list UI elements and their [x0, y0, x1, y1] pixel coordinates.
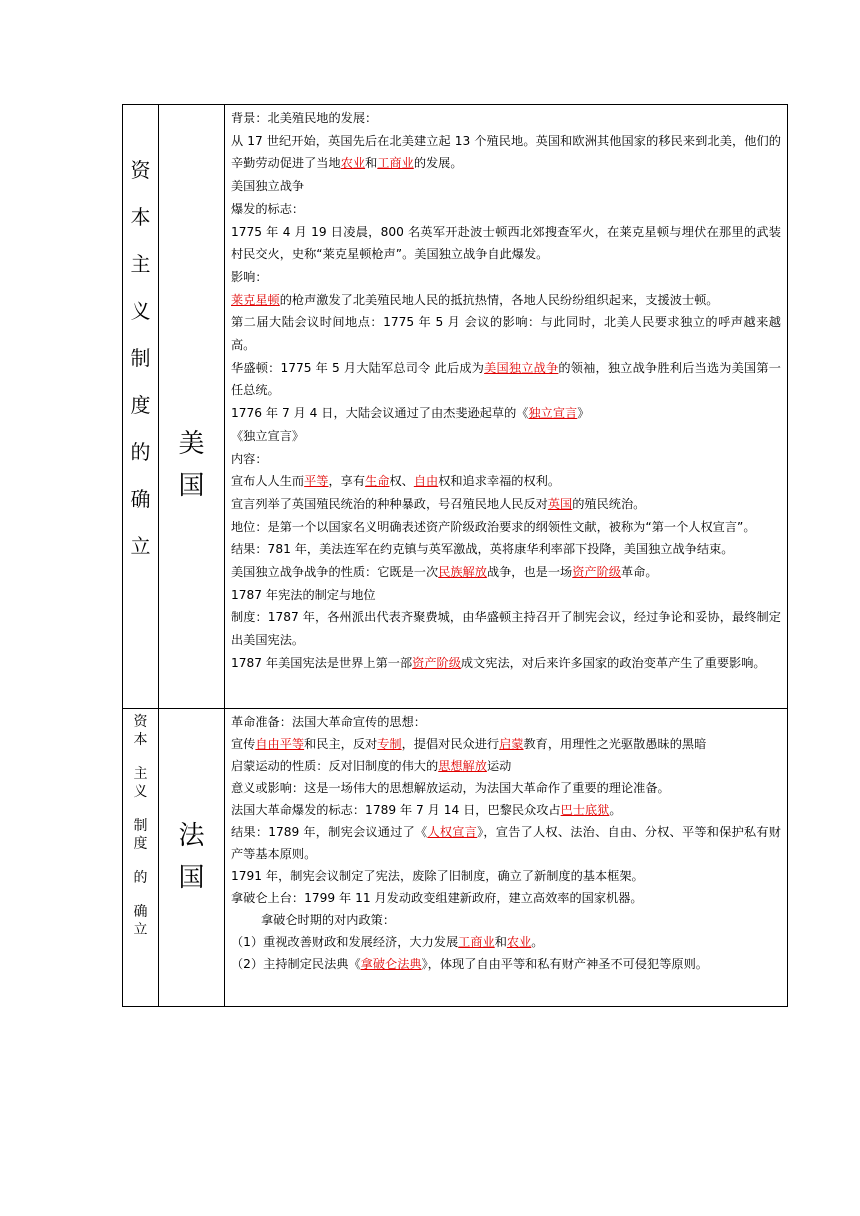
content-line [231, 931, 781, 953]
text-run: 地位：是第一个以国家名义明确表述资产阶级政治要求的纲领性文献，被称为“第一个人权宣言”。 [231, 519, 756, 534]
content-line [231, 953, 781, 975]
text-run: （2）主持制定民法典《 [231, 957, 361, 971]
keyword-highlight: 资产阶级 [412, 655, 461, 670]
content-line [231, 538, 781, 561]
content-line [231, 289, 781, 312]
keyword-highlight: 思想解放 [438, 759, 487, 773]
text-run: 宣言列举了英国殖民统治的种种暴政，号召殖民地人民反对 [231, 496, 548, 511]
table-row-usa [123, 105, 788, 709]
content-line [231, 909, 781, 931]
text-run: 和 [494, 935, 507, 949]
keyword-highlight: 启蒙 [499, 737, 524, 751]
content-line [231, 221, 781, 266]
left-label-cell [123, 105, 159, 709]
text-run: 1787 年美国宪法是世界上第一部 [231, 655, 413, 670]
text-run: 结果：1789 年，制宪会议通过了《 [231, 825, 428, 839]
content-text [225, 105, 787, 675]
text-run: 运动 [486, 759, 512, 773]
text-run: 权和追求幸福的权利。 [438, 474, 561, 489]
text-run: 》，宣告了人权、法治、自由、分权、平等和保护私有财产等基本原则。 [231, 825, 781, 861]
content-line [231, 493, 781, 516]
content-line [231, 755, 781, 777]
keyword-highlight: 美国独立战争 [484, 360, 559, 375]
text-run: 的枪声激发了北美殖民地人民的抵抗热情，各地人民纷纷组织起来，支援波士顿。 [279, 292, 719, 307]
content-line [231, 516, 781, 539]
label-char: 度 [133, 836, 148, 852]
left-label-cell [123, 709, 159, 1007]
content-line [231, 175, 781, 198]
content-line [231, 402, 781, 425]
keyword-highlight: 拿破仑法典 [360, 957, 422, 971]
text-run: 从 17 世纪开始，英国先后在北美建立起 13 个殖民地。英国和欧洲其他国家的移民来到北美，他们的辛勤劳动促进了当地 [231, 133, 781, 171]
vertical-label [123, 713, 158, 939]
label-char: 法 [178, 821, 205, 851]
country-cell [159, 105, 225, 709]
keyword-highlight: 资产阶级 [572, 565, 621, 580]
content-line [231, 821, 781, 865]
label-char: 义 [133, 784, 148, 800]
text-run: 和民主，反对 [304, 737, 378, 751]
text-run: 的发展。 [413, 156, 463, 171]
text-run: 权、 [389, 474, 414, 489]
text-run: 革命准备：法国大革命宣传的思想： [231, 715, 426, 729]
keyword-highlight: 巴士底狱 [560, 803, 610, 817]
keyword-highlight: 人权宣言 [427, 825, 478, 839]
text-run: 美国独立战争战争的性质：它既是一次 [231, 565, 439, 580]
text-run: 成文宪法，对后来许多国家的政治变革产生了重要影响。 [460, 655, 766, 670]
text-run: 《独立宣言》 [231, 428, 305, 443]
text-run: 1787 年宪法的制定与地位 [231, 587, 376, 602]
text-run: 1776 年 7 月 4 日，大陆会议通过了由杰斐逊起草的《 [231, 406, 529, 421]
text-run: 制度：1787 年，各州派出代表齐聚费城，由华盛顿主持召开了制宪会议，经过争论和妥协，最终制定出美国宪法。 [231, 610, 781, 648]
text-run: 1791 年，制宪会议制定了宪法，废除了旧制度，确立了新制度的基本框架。 [231, 869, 644, 883]
label-char: 资 [133, 714, 148, 730]
text-run: 1775 年 4 月 19 日凌晨，800 名英军开赴波士顿西北郊搜查军火，在莱克星顿与埋伏在那里的武装村民交火，史称“莱克星顿枪声”。美国独立战争自此爆发。 [231, 224, 781, 262]
label-char: 本 [130, 205, 151, 229]
keyword-highlight: 工商业 [458, 935, 495, 949]
content-line [231, 711, 781, 733]
text-run: 宣传 [231, 737, 256, 751]
text-run: 法国大革命爆发的标志：1789 年 7 月 14 日，巴黎民众攻占 [231, 803, 561, 817]
text-run: 拿破仑时期的对内政策： [261, 913, 396, 927]
content-line [231, 777, 781, 799]
keyword-highlight: 专制 [377, 737, 402, 751]
keyword-highlight: 农业 [506, 935, 532, 949]
text-run: 影响： [231, 269, 268, 284]
content-line [231, 584, 781, 607]
text-run: （1）重视改善财政和发展经济，大力发展 [231, 935, 459, 949]
content-line [231, 733, 781, 755]
content-line [231, 448, 781, 471]
content-cell [225, 105, 788, 709]
keyword-highlight: 民族解放 [438, 565, 487, 580]
text-run: 。 [531, 935, 544, 949]
notes-table [122, 104, 788, 1007]
text-run: ，提倡对民众进行 [401, 737, 500, 751]
label-char: 主 [130, 252, 151, 276]
keyword-highlight: 工商业 [377, 156, 414, 171]
keyword-highlight: 莱克星顿 [231, 292, 280, 307]
text-run: 拿破仑上台：1799 年 11 月发动政变组建新政府，建立高效率的国家机器。 [231, 891, 643, 905]
keyword-highlight: 独立宣言 [528, 406, 578, 421]
label-char: 的 [133, 870, 148, 886]
content-line [231, 311, 781, 356]
label-char: 制 [133, 818, 148, 834]
keyword-highlight: 英国 [547, 496, 573, 511]
text-run: 启蒙运动的性质：反对旧制度的伟大的 [231, 759, 439, 773]
text-run: ，享有 [328, 474, 366, 489]
vertical-label [123, 159, 158, 557]
text-run: 战争，也是一场 [486, 565, 573, 580]
content-line [231, 606, 781, 651]
content-line [231, 652, 781, 675]
label-char: 立 [130, 534, 151, 558]
keyword-highlight: 自由平等 [255, 737, 305, 751]
text-run: 和 [365, 156, 378, 171]
text-run: 内容： [231, 451, 268, 466]
label-char: 国 [178, 863, 205, 893]
label-char: 立 [133, 922, 148, 938]
text-run: 第二届大陆会议时间地点：1775 年 5 月 会议的影响：与此同时，北美人民要求独立的呼声越来越高。 [231, 315, 781, 353]
text-run: 教育，用理性之光驱散愚昧的黑暗 [523, 737, 707, 751]
label-char: 本 [133, 732, 148, 748]
label-char: 确 [130, 487, 151, 511]
content-line [231, 107, 781, 130]
text-run: 》，体现了自由平等和私有财产神圣不可侵犯等原则。 [421, 957, 708, 971]
text-run: 爆发的标志： [231, 201, 305, 216]
label-char: 国 [178, 471, 205, 501]
text-run: 背景：北美殖民地的发展： [231, 111, 378, 125]
text-run: 宣布人人生而 [231, 474, 305, 489]
content-line [231, 561, 781, 584]
country-name [159, 423, 224, 507]
content-line [231, 266, 781, 289]
label-char: 制 [130, 346, 151, 370]
table-row-france [123, 709, 788, 1007]
label-char: 的 [130, 440, 151, 464]
label-char: 确 [133, 904, 148, 920]
content-line [231, 470, 781, 493]
content-line [231, 425, 781, 448]
content-line [231, 887, 781, 909]
keyword-highlight: 平等 [304, 474, 329, 489]
text-run: 意义或影响：这是一场伟大的思想解放运动，为法国大革命作了重要的理论准备。 [231, 781, 670, 795]
text-run: 革命。 [621, 565, 658, 580]
text-run: 华盛顿：1775 年 5 月大陆军总司令 此后成为 [231, 360, 485, 375]
country-name [159, 815, 224, 899]
text-run: 》 [577, 406, 590, 421]
content-line [231, 357, 781, 402]
content-cell [225, 709, 788, 1007]
content-line [231, 198, 781, 221]
text-run: 美国独立战争 [231, 179, 305, 194]
label-char: 资 [130, 158, 151, 182]
keyword-highlight: 自由 [413, 474, 439, 489]
content-text [225, 709, 787, 975]
keyword-highlight: 农业 [340, 156, 366, 171]
text-run: 的殖民统治。 [572, 496, 646, 511]
content-line [231, 130, 781, 175]
label-char: 义 [130, 299, 151, 323]
label-char: 度 [130, 393, 151, 417]
content-line [231, 865, 781, 887]
text-run: 。 [609, 803, 622, 817]
text-run: 的领袖，独立战争胜利后当选为美国第一任总统。 [231, 360, 781, 398]
content-line [231, 799, 781, 821]
label-char: 主 [133, 766, 148, 782]
country-cell [159, 709, 225, 1007]
keyword-highlight: 生命 [365, 474, 390, 489]
label-char: 美 [178, 429, 205, 459]
text-run: 结果：781 年，美法连军在约克镇与英军激战，英将康华利率部下投降，美国独立战争结束。 [231, 542, 734, 557]
